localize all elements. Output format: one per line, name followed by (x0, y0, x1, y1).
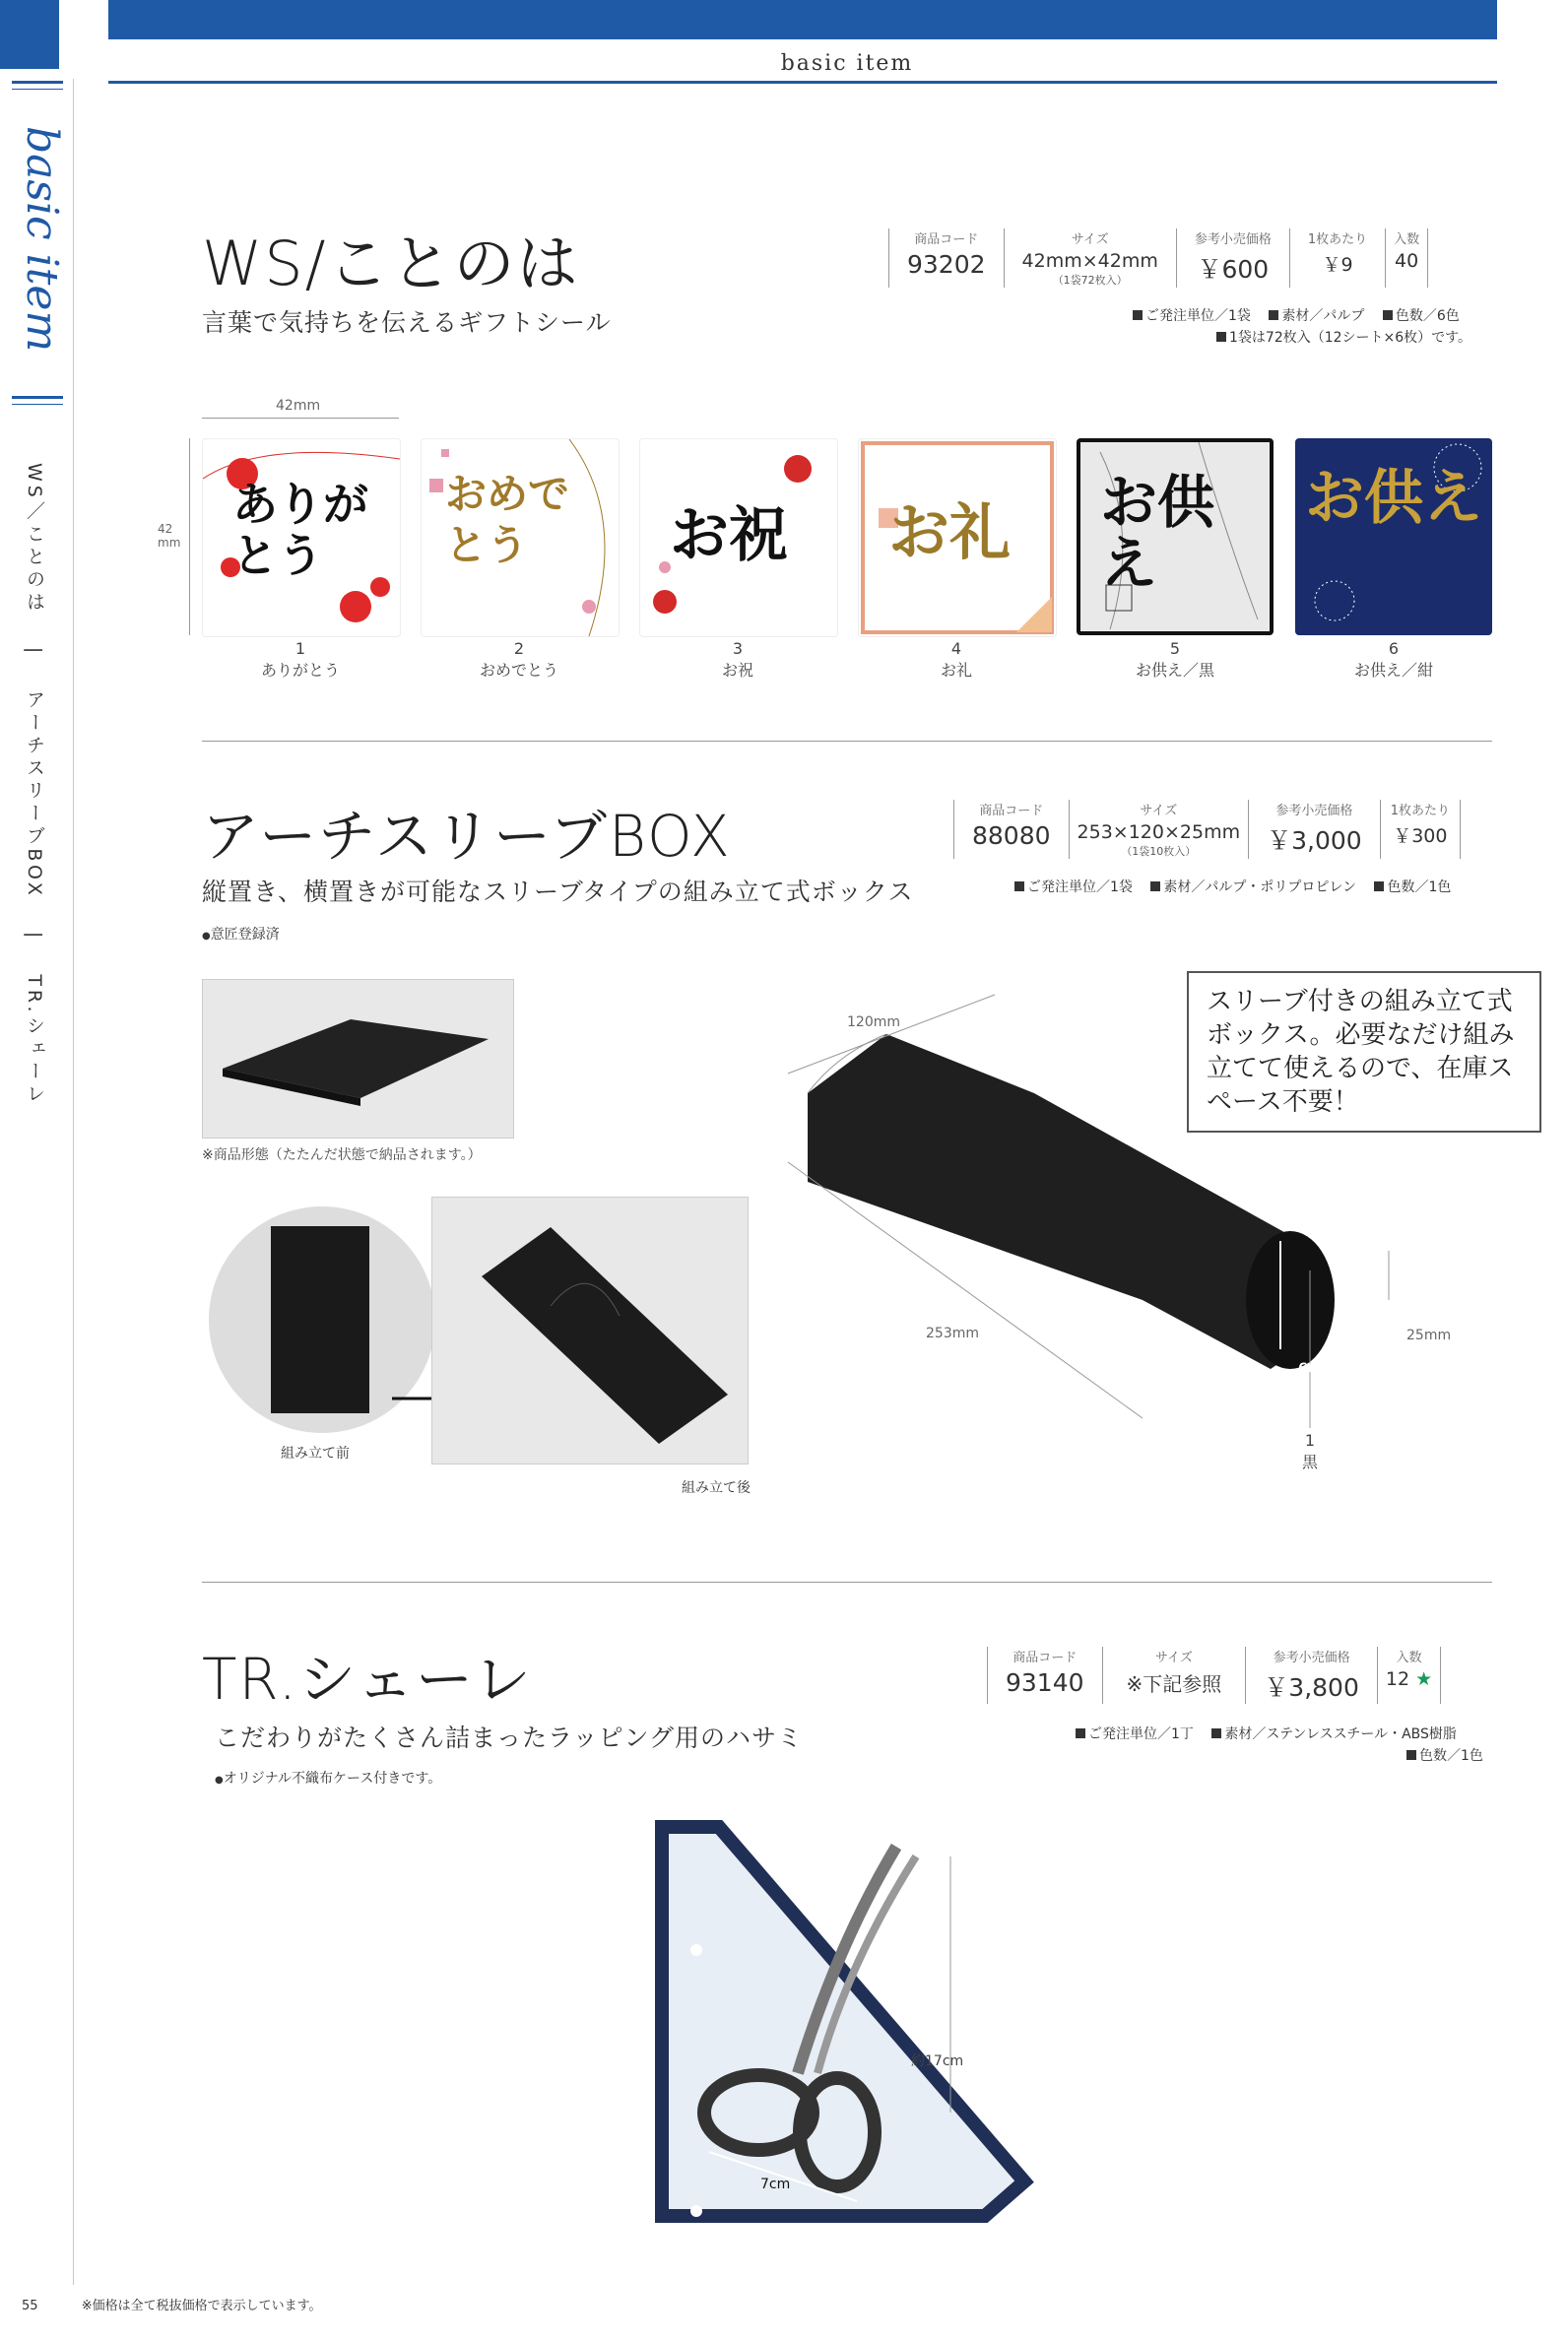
product-code: 93202 (907, 250, 986, 279)
dim-width: 7cm (760, 2177, 791, 2192)
star-icon: ★ (1415, 1668, 1433, 1690)
seal-number: 3 (732, 639, 744, 658)
seal-glyph: おめでとう (445, 470, 570, 569)
flat-box-photo (202, 979, 514, 1139)
spec-table (953, 800, 1461, 859)
note-colors: 色数／1色 (1387, 879, 1452, 895)
note-material: 素材／パルプ (1281, 308, 1365, 324)
sidebar-rule (12, 81, 63, 84)
product-price: ￥3,000 (1267, 826, 1362, 855)
seal-name: お礼 (940, 661, 972, 680)
seal-name: おめでとう (479, 661, 558, 680)
product-size: ※下記参照 (1126, 1672, 1222, 1696)
after-label: 組み立て後 (682, 1480, 751, 1496)
seal-number: 6 (1388, 639, 1400, 658)
unit-price: ￥300 (1393, 825, 1448, 847)
sidebar-item-arch[interactable]: アーチスリーブBOX (24, 689, 45, 899)
box-photo-icon (203, 980, 513, 1138)
assembled-box-icon (432, 1198, 748, 1464)
seal-thumbnail (1077, 438, 1274, 635)
note-colors: 色数／6色 (1395, 308, 1460, 324)
seal-name: お供え／黒 (1135, 661, 1214, 680)
quantity: 40 (1395, 250, 1419, 272)
product-code: 93140 (1006, 1668, 1084, 1697)
spec-table (987, 1647, 1441, 1704)
header-label: basic item (780, 51, 914, 76)
footer-note: ※価格は全て税抜価格で表示しています。 (81, 2299, 322, 2313)
dim-length: 253mm (926, 1326, 979, 1341)
order-notes (1133, 305, 1460, 325)
unit-price: ￥9 (1322, 254, 1353, 276)
color-note (1406, 1745, 1483, 1765)
sidebar-rule (12, 89, 63, 90)
section-divider (202, 741, 1492, 742)
product-subtitle: こだわりがたくさん詰まったラッピング用のハサミ (215, 1724, 804, 1752)
product-price: ￥3,800 (1264, 1673, 1359, 1702)
spec-header: 商品コード (914, 232, 979, 247)
product-subtitle: 縦置き、横置きが可能なスリーブタイプの組み立て式ボックス (202, 878, 914, 906)
note-material: 素材／ステンレススチール・ABS樹脂 (1224, 1726, 1457, 1742)
quantity: 12 (1385, 1668, 1410, 1690)
spec-header: 参考小売価格 (1194, 232, 1272, 247)
order-notes (1076, 1724, 1457, 1743)
after-photo (431, 1197, 749, 1464)
color-note-text: 色数／1色 (1419, 1748, 1483, 1764)
product-title: TR.シェーレ (202, 1646, 533, 1713)
design-note-text: 意匠登録済 (210, 927, 280, 943)
product-subtitle: 言葉で気持ちを伝えるギフトシール (202, 308, 612, 337)
product-title: アーチスリーブBOX (202, 803, 732, 870)
sidebar-sep: | (24, 623, 45, 681)
dim-line-h (189, 438, 190, 635)
color-number: 1 (1304, 1431, 1316, 1450)
seal-number: 2 (513, 639, 525, 658)
product-price: ￥600 (1197, 255, 1270, 284)
page-number: 55 (22, 2299, 38, 2313)
flat-sleeve-icon (271, 1226, 369, 1413)
product-size: 253×120×25mm (1077, 821, 1241, 843)
size-note: （1袋72枚入） (1052, 274, 1128, 287)
spec-header: 1枚あたり (1390, 804, 1450, 818)
dim-length: 約17cm (911, 2053, 964, 2069)
seal-number: 5 (1169, 639, 1181, 658)
seal-name: ありがとう (260, 661, 340, 680)
seal-thumbnail (202, 438, 401, 637)
note-order: ご発注単位／1袋 (1027, 879, 1133, 895)
spec-header: サイズ (1071, 232, 1109, 247)
dim-h-label: 42 mm (158, 522, 181, 550)
header-bar (108, 0, 1497, 39)
sidebar-sep: | (24, 908, 45, 965)
spec-header: 入数 (1394, 232, 1420, 247)
scissors-illustration (650, 1817, 1044, 2231)
note-order: ご発注単位／1丁 (1088, 1726, 1194, 1742)
spec-header: サイズ (1140, 804, 1178, 818)
speech-bubble: スリーブ付きの組み立て式ボックス。必要なだけ組み立てて使えるので、在庫スペース不要！ (1187, 971, 1541, 1133)
footer (22, 2295, 322, 2313)
spec-table (888, 228, 1428, 288)
sidebar-divider (73, 79, 74, 2285)
sidebar-title: basic item (17, 126, 67, 353)
seal-thumbnail (858, 438, 1057, 637)
corner-block (0, 0, 59, 69)
seal-number: 4 (950, 639, 962, 658)
spec-header: 入数 (1396, 1651, 1422, 1665)
product-code: 88080 (972, 821, 1051, 850)
section-divider (202, 1582, 1492, 1583)
spec-header: サイズ (1154, 1651, 1193, 1665)
dim-line-w (202, 418, 399, 419)
seal-name: お祝 (721, 661, 753, 680)
sidebar-item-scissors[interactable]: TR.シェーレ (24, 974, 45, 1107)
note-material: 素材／パルプ・ポリプロピレン (1163, 879, 1357, 895)
sheet-note-text: 1袋は72枚入（12シート×6枚）です。 (1229, 330, 1472, 346)
spec-header: 参考小売価格 (1275, 804, 1353, 818)
sidebar-rule (12, 404, 63, 405)
color-caption (1211, 1430, 1408, 1473)
spec-header: 1枚あたり (1307, 232, 1368, 247)
seal-glyph: お祝 (670, 501, 788, 570)
sheet-note (1216, 327, 1471, 347)
product-title: WS/ことのは (202, 228, 580, 299)
seal-glyph: お供え (1100, 469, 1215, 597)
dim-w-label: 42mm (276, 398, 321, 414)
order-notes (1014, 877, 1451, 896)
spec-header: 商品コード (979, 804, 1044, 818)
product-size: 42mm×42mm (1021, 250, 1158, 272)
header-rule (108, 81, 1497, 84)
seal-glyph: お礼 (888, 496, 1012, 568)
note-order: ご発注単位／1袋 (1145, 308, 1251, 324)
seal-thumbnail (421, 438, 620, 637)
sidebar-nav (22, 463, 48, 1107)
dim-width: 120mm (847, 1014, 900, 1030)
seal-name: お供え／紺 (1353, 661, 1433, 680)
seal-number: 1 (294, 639, 306, 658)
spec-header: 参考小売価格 (1273, 1651, 1350, 1665)
dim-height: 25mm (1406, 1328, 1452, 1343)
seal-thumbnail (639, 438, 838, 637)
seal-glyph: お供え (1305, 464, 1482, 533)
color-name: 黒 (1301, 1453, 1318, 1471)
extra-note: ●オリジナル不織布ケース付きです。 (215, 1771, 442, 1787)
extra-note-text: オリジナル不織布ケース付きです。 (223, 1771, 442, 1787)
size-note: （1袋10枚入） (1121, 845, 1197, 858)
photo-caption: ※商品形態（たたんだ状態で納品されます。） (202, 1147, 482, 1163)
design-note: ●意匠登録済 (202, 927, 280, 943)
spec-header: 商品コード (1013, 1651, 1078, 1665)
seal-glyph: ありがとう (232, 478, 368, 582)
seal-thumbnail (1295, 438, 1492, 635)
before-label: 組み立て前 (281, 1446, 350, 1462)
sidebar-item-ws[interactable]: WS／ことのは (24, 463, 45, 615)
sidebar-rule (12, 396, 63, 399)
dim-height2: 60mm (1298, 1361, 1346, 1377)
